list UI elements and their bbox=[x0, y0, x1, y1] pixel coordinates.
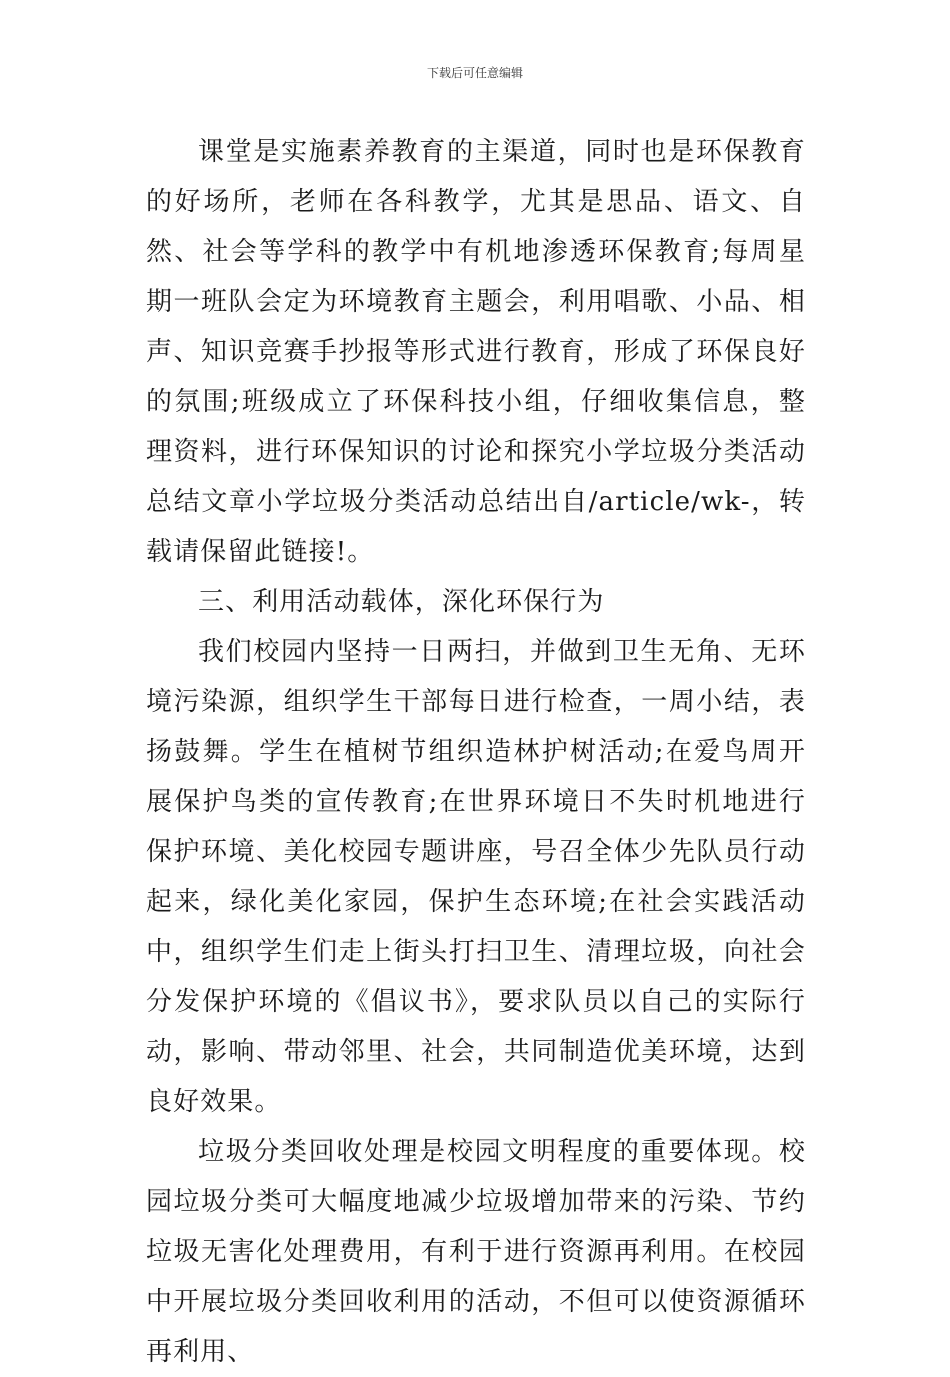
section-heading-activities: 三、利用活动载体，深化环保行为 bbox=[198, 587, 605, 617]
document-body bbox=[146, 127, 806, 1377]
paragraph-classroom-education: 课堂是实施素养教育的主渠道，同时也是环保教育的好场所，老师在各科教学，尤其是思品、语文、自然、社会等学科的教学中有机地渗透环保教育;每周星期一班队会定为环境教育主题会，利用唱歌、小品、相声、知识竞赛手抄报等形式进行教育，形成了环保良好的氛围;班级成立了环保科技小组，仔细收集信息，整理资料，进行环保知识的讨论和探究小学垃圾分类活动总结文章小学垃圾分类活动总结出自/article/wk-，转载请保留此链接!。 bbox=[146, 137, 806, 567]
page-header: 下载后可任意编辑 bbox=[426, 66, 523, 80]
paragraph-waste-sorting: 垃圾分类回收处理是校园文明程度的重要体现。校园垃圾分类可大幅度地减少垃圾增加带来的污染、节约垃圾无害化处理费用，有利于进行资源再利用。在校园中开展垃圾分类回收利用的活动，不但可以使资源循环再利用、 bbox=[146, 1137, 806, 1367]
paragraph-campus-activities: 我们校园内坚持一日两扫，并做到卫生无角、无环境污染源，组织学生干部每日进行检查，一周小结，表扬鼓舞。学生在植树节组织造林护树活动;在爱鸟周开展保护鸟类的宣传教育;在世界环境日不失时机地进行保护环境、美化校园专题讲座，号召全体少先队员行动起来，绿化美化家园，保护生态环境;在社会实践活动中，组织学生们走上街头打扫卫生、清理垃圾，向社会分发保护环境的《倡议书》，要求队员以自己的实际行动，影响、带动邻里、社会，共同制造优美环境，达到良好效果。 bbox=[146, 637, 806, 1117]
